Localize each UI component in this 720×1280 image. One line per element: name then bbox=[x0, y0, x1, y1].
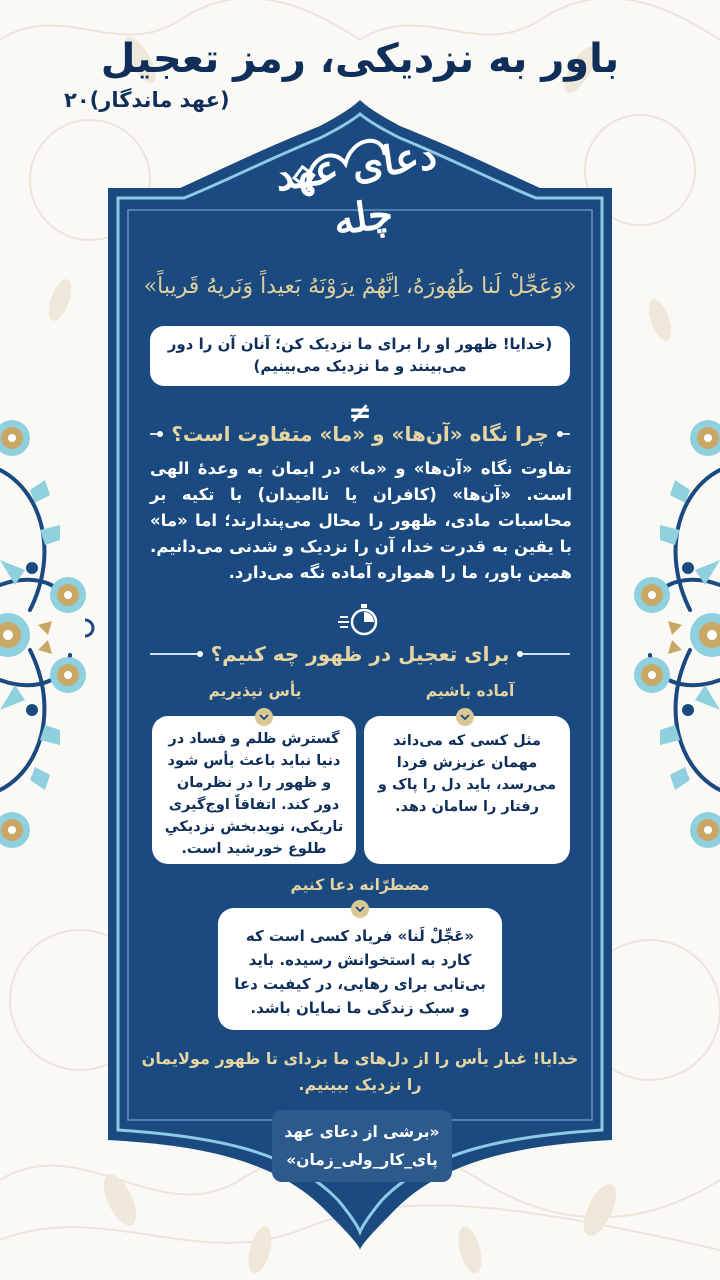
item-label-dont-despair: یأس نپذیریم bbox=[208, 682, 302, 700]
chevron-down-icon bbox=[456, 708, 474, 726]
series-subtitle: (عهد ماندگار)۲۰ bbox=[64, 88, 230, 112]
card-text: «عَجِّلْ لَنا» فریاد کسی است که کارد به استخوانش رسیده. باید بی‌تابی برای رهایی، در کیفیت دعا و سبک زندگی ما نمایان باشد. bbox=[234, 927, 486, 1017]
source-line-1: «برشی از دعای عهد bbox=[284, 1123, 440, 1141]
section2-heading: برای تعجیل در ظهور چه کنیم؟ bbox=[210, 642, 510, 666]
stopwatch-icon bbox=[338, 604, 382, 638]
page-title: باور به نزدیکی، رمز تعجیل bbox=[100, 36, 620, 82]
item-label-be-ready: آماده باشیم bbox=[425, 682, 515, 700]
card-be-ready bbox=[364, 716, 570, 864]
verse-translation: (خدایا! ظهور او را برای ما نزدیک کن؛ آنان آن را دور می‌بینند و ما نزدیک می‌بینیم) bbox=[167, 335, 553, 375]
not-equal-icon: ≠ bbox=[348, 396, 372, 429]
item-label-pray-desperately: مضطرّانه دعا کنیم bbox=[290, 876, 430, 894]
card-pray-desperately bbox=[218, 908, 502, 1030]
chevron-down-icon bbox=[255, 708, 273, 726]
heading-divider-line bbox=[150, 433, 163, 435]
calligraphy-logo bbox=[243, 125, 476, 265]
arabic-verse: «وَعَجِّلْ لَنا ظُهُورَهُ، اِنَّهُمْ یرَوْنَهُ بَعیداً وَنَریهُ قَریباً» bbox=[143, 274, 577, 299]
heading-divider-line bbox=[150, 653, 203, 655]
card-dont-despair bbox=[152, 716, 356, 864]
logo-line-2: چله bbox=[330, 189, 396, 245]
source-hashtag: پای_کار_ولی_زمان» bbox=[286, 1151, 438, 1169]
chevron-down-icon bbox=[351, 900, 369, 918]
source-box bbox=[272, 1110, 452, 1182]
card-text: گسترش ظلم و فساد در دنیا نباید باعث یأس شود و ظهور را در نظرمان دور کند. اتفاقاً اوج‌گیری تاریکی، نوید‌بخش نزدیکیِ طلوع خورشید است. bbox=[164, 731, 344, 857]
section-heading-why-different bbox=[150, 422, 570, 446]
closing-prayer: خدایا! غبار یأس را از دل‌های ما بزدای تا ظهور مولایمان را نزدیک ببینیم. bbox=[141, 1049, 579, 1094]
section1-heading: چرا نگاه «آن‌ها» و «ما» متفاوت است؟ bbox=[171, 422, 549, 446]
verse-translation-box bbox=[150, 326, 570, 386]
logo-line-1: دعای عهد bbox=[272, 131, 440, 201]
card-text: مثل کسی که می‌داند مهمان عزیزش فردا می‌رسد، باید دل را پاک و رفتار را سامان دهد. bbox=[377, 733, 557, 815]
section-heading-what-to-do bbox=[150, 642, 570, 666]
section1-body: تفاوت نگاه «آن‌ها» و «ما» در ایمان به وعدهٔ الهی است. «آن‌ها» (کافران یا ناامیدان) با تکیه بر محاسبات مادی، ظهور را محال می‌پندارند؛ اما «ما» با یقین به قدرت خدا، آن را نزدیک و شدنی می‌دانیم. همین باور، ما را همواره آماده نگه می‌دارد. bbox=[150, 459, 572, 582]
heading-divider-line bbox=[557, 433, 570, 435]
heading-divider-line bbox=[517, 653, 570, 655]
